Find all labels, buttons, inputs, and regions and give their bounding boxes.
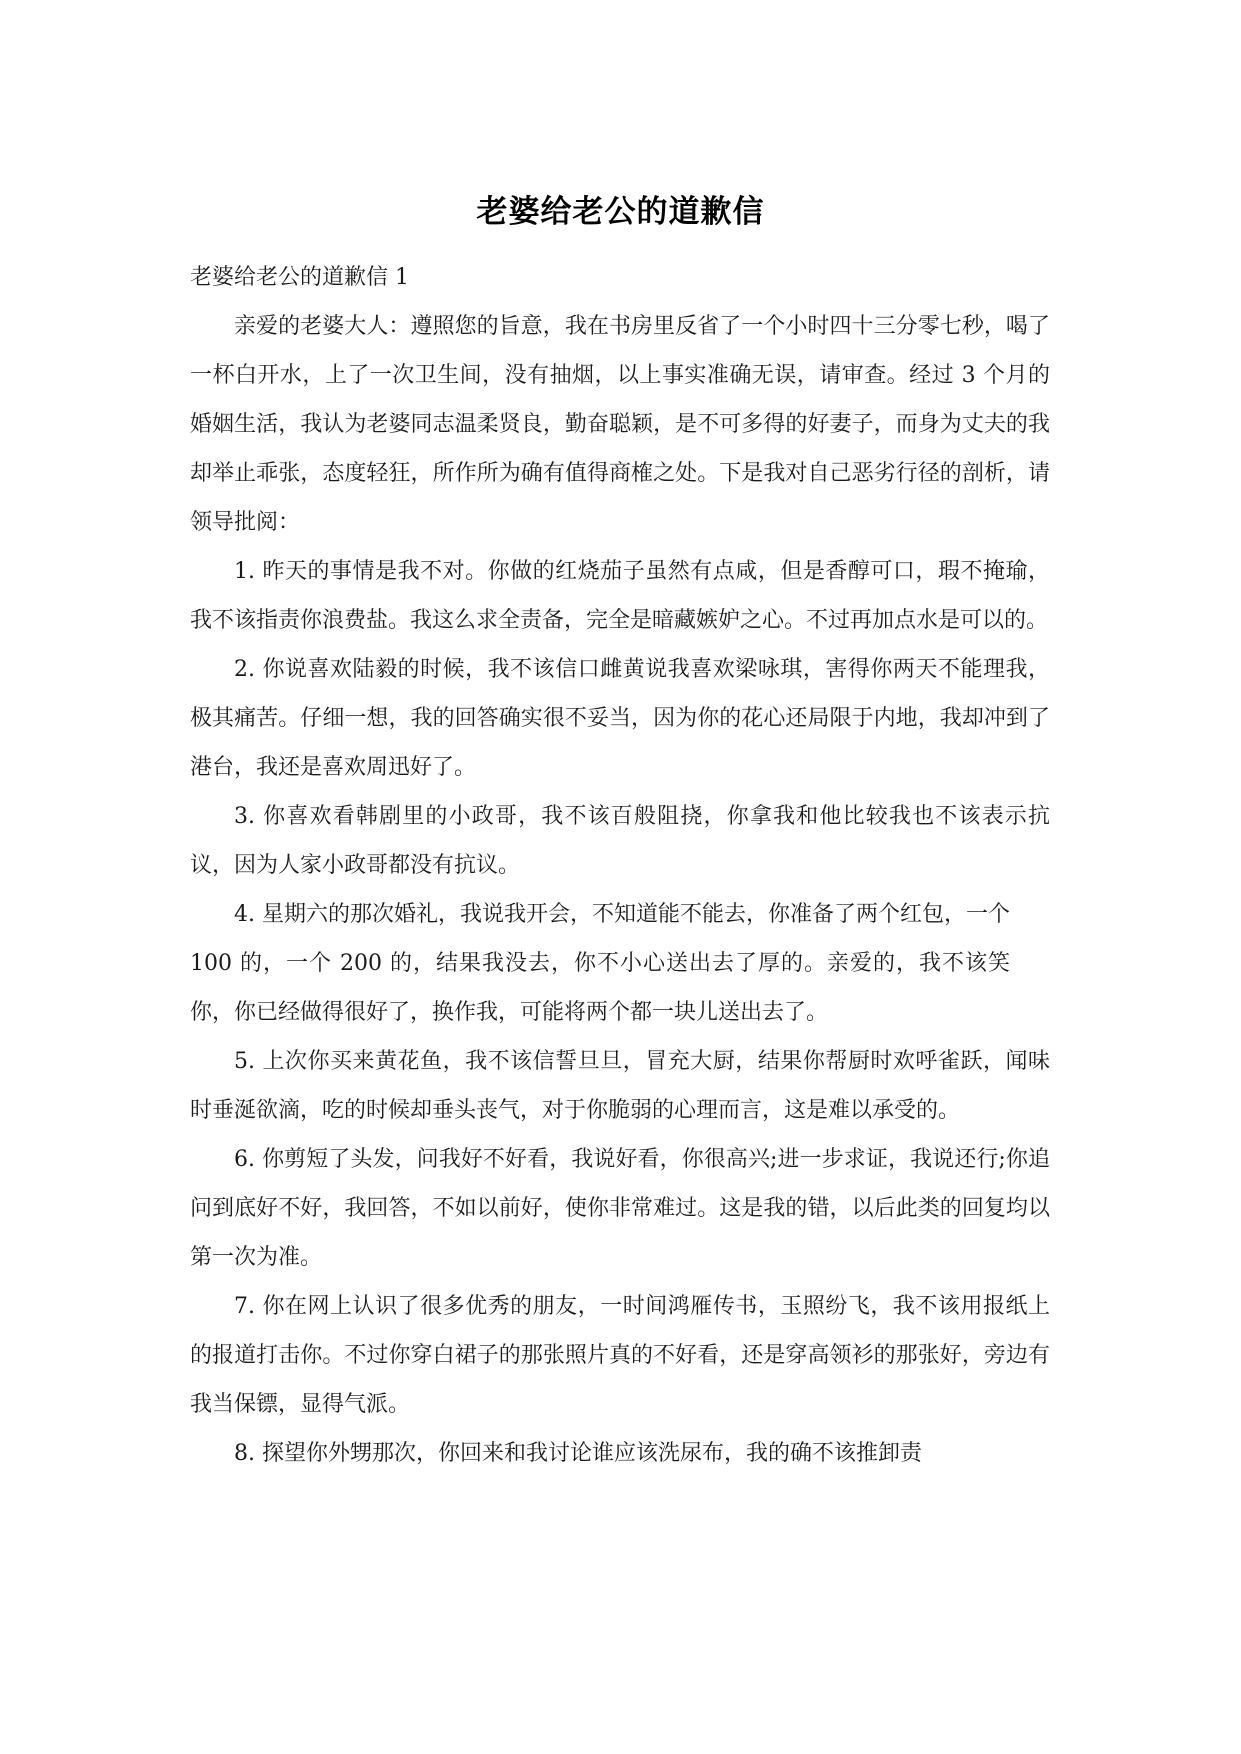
paragraph-intro: 亲爱的老婆大人：遵照您的旨意，我在书房里反省了一个小时四十三分零七秒，喝了一杯白开水，上了一次卫生间，没有抽烟，以上事实准确无误，请审查。经过 3 个月的婚姻生活，我认为老婆同志温柔贤良，勤奋聪颖，是不可多得的好妻子，而身为丈夫的我却举止乖张，态度轻狂，所作所为确有值得商榷之处。下是我对自己恶劣行径的剖析，请领导批阅：	[190, 314, 1050, 535]
paragraph-item-6: 6. 你剪短了头发，问我好不好看，我说好看，你很高兴;进一步求证，我说还行;你追问到底好不好，我回答，不如以前好，使你非常难过。这是我的错，以后此类的回复均以第一次为准。	[190, 1147, 1050, 1270]
paragraph-item-4: 4. 星期六的那次婚礼，我说我开会，不知道能不能去，你准备了两个红包，一个 100 的，一个 200 的，结果我没去，你不小心送出去了厚的。亲爱的，我不该笑你，你已经做得很好了，换作我，可能将两个都一块儿送出去了。	[190, 902, 1010, 1025]
paragraph-item-7: 7. 你在网上认识了很多优秀的朋友，一时间鸿雁传书，玉照纷飞，我不该用报纸上的报道打击你。不过你穿白裙子的那张照片真的不好看，还是穿高领衫的那张好，旁边有我当保镖，显得气派。	[190, 1294, 1050, 1417]
paragraph-item-5: 5. 上次你买来黄花鱼，我不该信誓旦旦，冒充大厨，结果你帮厨时欢呼雀跃，闻味时垂涎欲滴，吃的时候却垂头丧气，对于你脆弱的心理而言，这是难以承受的。	[190, 1049, 1050, 1123]
document-body	[190, 253, 1050, 1478]
paragraph-item-2: 2. 你说喜欢陆毅的时候，我不该信口雌黄说我喜欢梁咏琪，害得你两天不能理我，极其痛苦。仔细一想，我的回答确实很不妥当，因为你的花心还局限于内地，我却冲到了港台，我还是喜欢周迅好了。	[190, 657, 1050, 780]
paragraph-item-8: 8. 探望你外甥那次，你回来和我讨论谁应该洗尿布，我的确不该推卸责	[234, 1441, 922, 1466]
paragraph-item-1: 1. 昨天的事情是我不对。你做的红烧茄子虽然有点咸，但是香醇可口，瑕不掩瑜，我不该指责你浪费盐。我这么求全责备，完全是暗藏嫉妒之心。不过再加点水是可以的。	[190, 559, 1050, 633]
paragraph-item-3: 3. 你喜欢看韩剧里的小政哥，我不该百般阻挠，你拿我和他比较我也不该表示抗议，因为人家小政哥都没有抗议。	[190, 804, 1050, 878]
section-subheading: 老婆给老公的道歉信 1	[190, 265, 409, 290]
document-title: 老婆给老公的道歉信	[476, 194, 765, 230]
